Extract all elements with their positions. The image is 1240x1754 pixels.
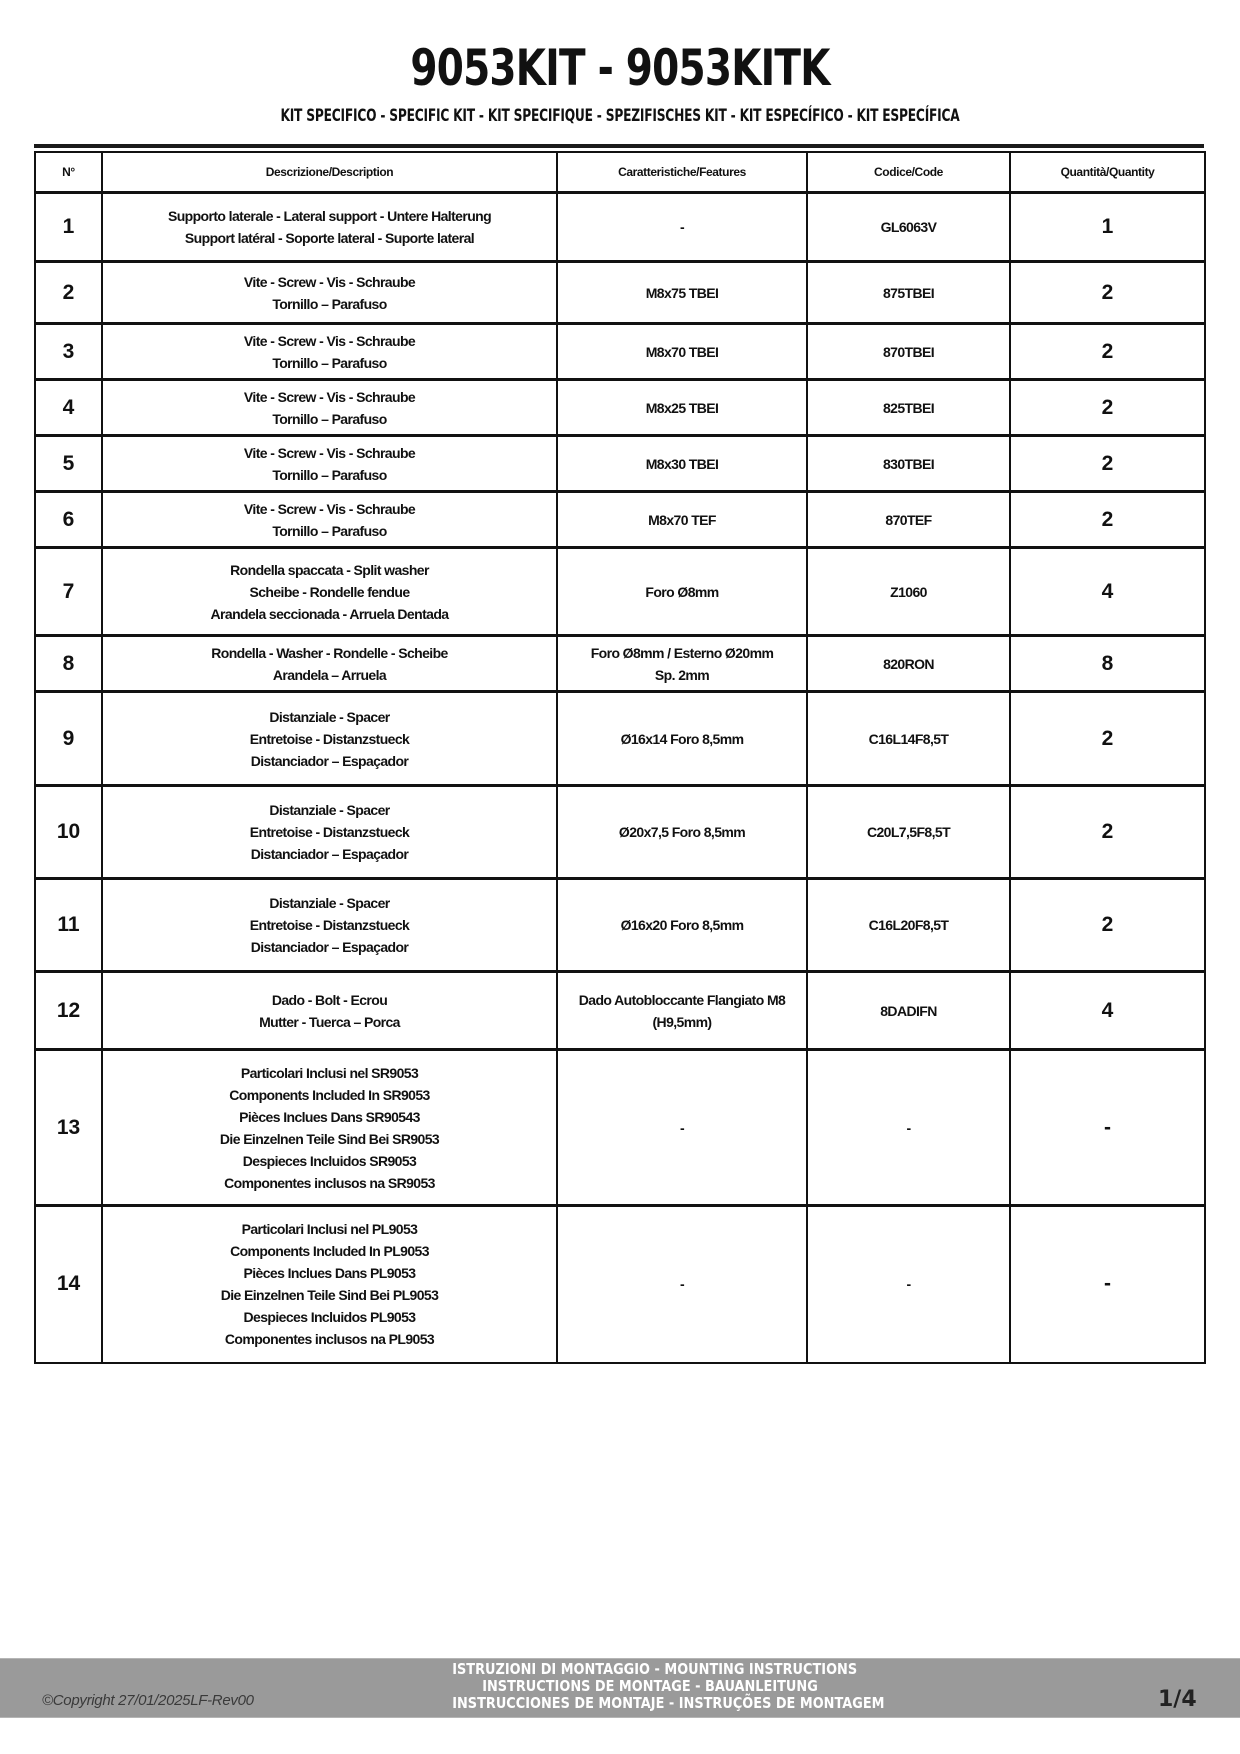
item-description (102, 786, 557, 879)
features-line: M8x75 TBEI (645, 284, 719, 301)
description-line: Distanciador – Espaçador (250, 939, 409, 955)
features-line: Ø16x14 Foro 8,5mm (620, 730, 744, 747)
description-line: Tornillo – Parafuso (272, 522, 387, 539)
description-line: Despieces Incluidos PL9053 (243, 1309, 416, 1326)
item-features (557, 636, 807, 692)
description-line: Distanziale - Spacer (269, 802, 390, 818)
header-rule (34, 144, 1204, 148)
item-code: 825TBEI (807, 380, 1010, 436)
item-number: 12 (35, 972, 102, 1050)
item-number: 8 (35, 636, 102, 692)
description-line: Components Included In PL9053 (230, 1243, 429, 1260)
description-line: Distanziale - Spacer (269, 895, 390, 911)
description-line: Vite - Screw - Vis - Schraube (243, 500, 416, 517)
table-row (35, 193, 1205, 262)
table-row (35, 692, 1205, 786)
description-line: Scheibe - Rondelle fendue (249, 583, 410, 600)
table-row (35, 380, 1205, 436)
description-line: Components Included In SR9053 (229, 1086, 430, 1103)
features-line: Foro Ø8mm / Esterno Ø20mm (590, 644, 774, 661)
table-row (35, 1050, 1205, 1206)
item-number: 5 (35, 436, 102, 492)
item-quantity: 8 (1010, 636, 1205, 692)
item-features (557, 972, 807, 1050)
table-row (35, 492, 1205, 548)
description-line: Distanciador – Espaçador (250, 846, 409, 862)
features-line: (H9,5mm) (652, 1013, 712, 1030)
description-line: Componentes inclusos na PL9053 (224, 1331, 435, 1348)
item-features (557, 1050, 807, 1206)
item-number: 7 (35, 548, 102, 636)
footer-line: ISTRUZIONI DI MONTAGGIO - MOUNTING INSTRUCTIONS (452, 1660, 858, 1678)
item-features (557, 548, 807, 636)
footer-line: INSTRUCCIONES DE MONTAJE - INSTRUÇÕES DE MONTAGEM (452, 1694, 885, 1712)
item-number: 2 (35, 262, 102, 324)
description-line: Die Einzelnen Teile Sind Bei PL9053 (220, 1287, 439, 1304)
footer-line: INSTRUCTIONS DE MONTAGE - BAUANLEITUNG (482, 1677, 818, 1695)
header-quantity: Quantità/Quantity (1010, 152, 1205, 193)
description-line: Tornillo – Parafuso (272, 410, 387, 427)
item-quantity: 2 (1010, 324, 1205, 380)
item-description (102, 1206, 557, 1363)
item-quantity: 2 (1010, 492, 1205, 548)
description-line: Entretoise - Distanzstueck (249, 917, 410, 933)
item-description (102, 548, 557, 636)
features-line: M8x70 TBEI (645, 343, 719, 360)
table-row (35, 972, 1205, 1050)
description-line: Pièces Inclues Dans PL9053 (243, 1265, 416, 1282)
table-header-row (35, 152, 1205, 193)
page-number: 1/4 (1158, 1687, 1197, 1712)
description-line: Rondella spaccata - Split washer (230, 561, 429, 578)
description-line: Tornillo – Parafuso (272, 295, 387, 312)
description-line: Particolari Inclusi nel PL9053 (241, 1221, 418, 1238)
item-description (102, 1050, 557, 1206)
document-title: 9053KIT - 9053KITK (410, 39, 830, 97)
description-line: Support latéral - Soporte lateral - Suporte lateral (184, 230, 475, 246)
features-line: M8x30 TBEI (645, 455, 719, 472)
item-code: 875TBEI (807, 262, 1010, 324)
item-code: C20L7,5F8,5T (807, 786, 1010, 879)
table-row (35, 324, 1205, 380)
item-number: 13 (35, 1050, 102, 1206)
item-quantity: 2 (1010, 692, 1205, 786)
table-row (35, 636, 1205, 692)
description-line: Arandela seccionada - Arruela Dentada (210, 605, 449, 622)
description-line: Rondella - Washer - Rondelle - Scheibe (211, 644, 448, 661)
item-code: C16L14F8,5T (807, 692, 1010, 786)
table-row (35, 786, 1205, 879)
item-code: 820RON (807, 636, 1010, 692)
item-number: 4 (35, 380, 102, 436)
description-line: Mutter - Tuerca – Porca (259, 1013, 400, 1030)
copyright-text: ©Copyright 27/01/2025LF-Rev00 (42, 1692, 254, 1709)
features-line: Ø16x20 Foro 8,5mm (620, 917, 744, 933)
features-line: Dado Autobloccante Flangiato M8 (578, 991, 786, 1008)
item-code: 870TBEI (807, 324, 1010, 380)
item-description (102, 636, 557, 692)
item-features (557, 492, 807, 548)
parts-table-body (35, 193, 1205, 1363)
item-number: 6 (35, 492, 102, 548)
item-quantity: 2 (1010, 380, 1205, 436)
features-line: Foro Ø8mm (645, 583, 719, 600)
description-line: Vite - Screw - Vis - Schraube (243, 273, 416, 290)
description-line: Entretoise - Distanzstueck (249, 824, 410, 840)
item-features (557, 324, 807, 380)
item-features (557, 879, 807, 972)
description-line: Die Einzelnen Teile Sind Bei SR9053 (219, 1130, 440, 1147)
item-description (102, 492, 557, 548)
item-description (102, 262, 557, 324)
table-row (35, 548, 1205, 636)
item-number: 10 (35, 786, 102, 879)
description-line: Tornillo – Parafuso (272, 466, 387, 483)
item-features (557, 262, 807, 324)
item-description (102, 324, 557, 380)
item-quantity: 1 (1010, 193, 1205, 262)
features-line: M8x70 TEF (648, 511, 716, 528)
description-line: Tornillo – Parafuso (272, 354, 387, 371)
item-description (102, 436, 557, 492)
description-line: Entretoise - Distanzstueck (249, 730, 410, 747)
description-line: Distanziale - Spacer (269, 708, 390, 725)
item-features (557, 786, 807, 879)
item-features (557, 380, 807, 436)
item-description (102, 380, 557, 436)
item-code: 870TEF (807, 492, 1010, 548)
description-line: Distanciador – Espaçador (250, 752, 409, 769)
item-quantity: 4 (1010, 548, 1205, 636)
features-line: Sp. 2mm (654, 666, 710, 683)
item-features (557, 1206, 807, 1363)
header-code: Codice/Code (807, 152, 1010, 193)
item-quantity: 2 (1010, 262, 1205, 324)
features-line: - (679, 1119, 685, 1136)
item-number: 14 (35, 1206, 102, 1363)
table-row (35, 1206, 1205, 1363)
features-line: - (679, 1276, 685, 1293)
description-line: Particolari Inclusi nel SR9053 (240, 1064, 419, 1081)
description-line: Arandela – Arruela (272, 666, 387, 683)
item-quantity: - (1010, 1050, 1205, 1206)
features-line: M8x25 TBEI (645, 399, 719, 416)
item-features (557, 193, 807, 262)
footer-bar (0, 1658, 1240, 1718)
table-row (35, 436, 1205, 492)
item-quantity: 2 (1010, 786, 1205, 879)
item-quantity: 2 (1010, 879, 1205, 972)
item-description (102, 879, 557, 972)
item-code: 8DADIFN (807, 972, 1010, 1050)
item-features (557, 692, 807, 786)
item-code: GL6063V (807, 193, 1010, 262)
item-number: 1 (35, 193, 102, 262)
item-description (102, 692, 557, 786)
item-quantity: 4 (1010, 972, 1205, 1050)
item-number: 3 (35, 324, 102, 380)
item-number: 9 (35, 692, 102, 786)
header-number: N° (35, 152, 102, 193)
header-features: Caratteristiche/Features (557, 152, 807, 193)
footer-instructions (420, 1660, 885, 1712)
description-line: Pièces Inclues Dans SR90543 (239, 1108, 420, 1125)
item-number: 11 (35, 879, 102, 972)
item-quantity: 2 (1010, 436, 1205, 492)
description-line: Despieces Incluidos SR9053 (242, 1152, 417, 1169)
document-subtitle: KIT SPECIFICO - SPECIFIC KIT - KIT SPECIFIQUE - SPEZIFISCHES KIT - KIT ESPECÍFICO - KIT ESPECÍFICA (280, 106, 960, 126)
features-line: Ø20x7,5 Foro 8,5mm (618, 824, 746, 840)
item-description (102, 972, 557, 1050)
header-description: Descrizione/Description (102, 152, 557, 193)
table-row (35, 879, 1205, 972)
description-line: Supporto laterale - Lateral support - Untere Halterung (167, 208, 492, 224)
item-description (102, 193, 557, 262)
description-line: Componentes inclusos na SR9053 (224, 1174, 435, 1191)
item-quantity: - (1010, 1206, 1205, 1363)
description-line: Dado - Bolt - Ecrou (271, 991, 388, 1008)
item-features (557, 436, 807, 492)
table-row (35, 262, 1205, 324)
description-line: Vite - Screw - Vis - Schraube (243, 332, 416, 349)
item-code: C16L20F8,5T (807, 879, 1010, 972)
parts-table (34, 151, 1206, 1364)
description-line: Vite - Screw - Vis - Schraube (243, 388, 416, 405)
description-line: Vite - Screw - Vis - Schraube (243, 444, 416, 461)
item-code: - (807, 1206, 1010, 1363)
item-code: Z1060 (807, 548, 1010, 636)
item-code: 830TBEI (807, 436, 1010, 492)
item-code: - (807, 1050, 1010, 1206)
features-line: - (679, 219, 685, 235)
